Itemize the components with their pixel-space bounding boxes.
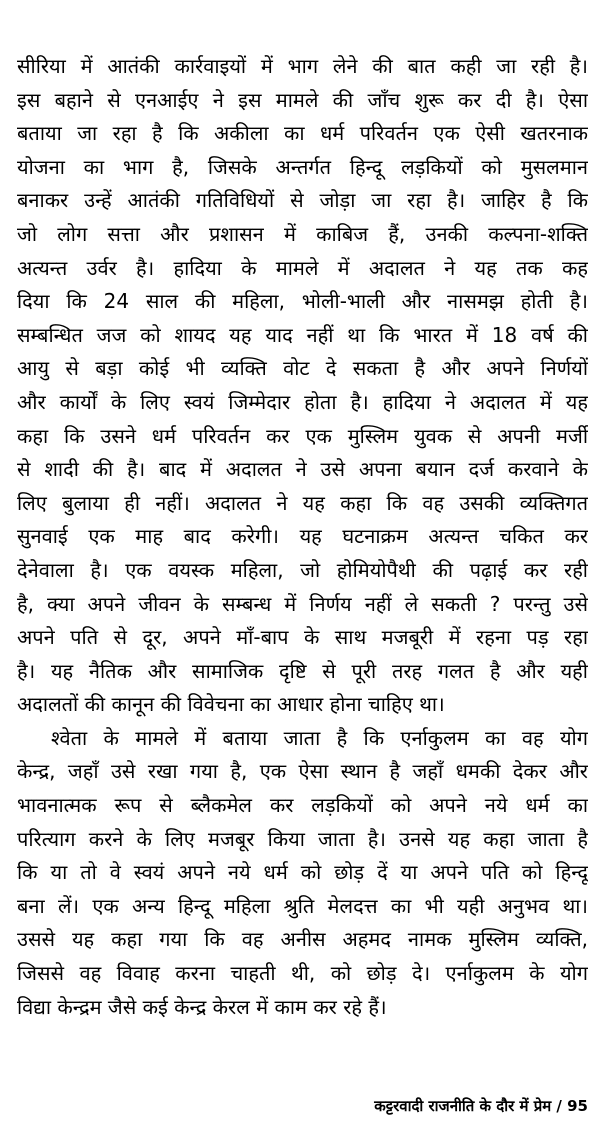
text-line: अदालतों की कानून की विवेचना का आधार होना चाहिए था। xyxy=(17,692,445,717)
text-line: भावनात्मक रूप से ब्लैकमेल कर लड़कियों को अपने नये धर्म का xyxy=(17,793,588,818)
text-line: योजना का भाग है, जिसके अन्तर्गत हिन्दू लड़कियों को मुसलमान xyxy=(17,154,588,179)
text-line: बनाकर उन्हें आतंकी गतिविधियों से जोड़ा जा रहा है। जाहिर है कि xyxy=(17,188,588,213)
text-line: जो लोग सत्ता और प्रशासन में काबिज हैं, उनकी कल्पना-शक्ति xyxy=(17,221,588,246)
text-line: और कार्यों के लिए स्वयं जिम्मेदार होता है। हादिया ने अदालत में यह xyxy=(17,389,588,414)
text-line: कि या तो वे स्वयं अपने नये धर्म को छोड़ दें या अपने पति को हिन्दू xyxy=(17,860,588,885)
text-line: सीरिया में आतंकी कार्रवाइयों में भाग लेने की बात कही जा रही है। xyxy=(17,54,588,78)
text-line: विद्या केन्द्रम जैसे कई केन्द्र केरल में काम कर रहे हैं। xyxy=(17,994,387,1019)
page-footer-running-title: कट्टरवादी राजनीति के दौर में प्रेम / 95 xyxy=(374,1097,588,1115)
text-line: दिया कि 24 साल की महिला, भोली-भाली और नासमझ होती है। xyxy=(17,289,588,314)
text-line: से शादी की है। बाद में अदालत ने उसे अपना बयान दर्ज करवाने के xyxy=(17,457,588,482)
text-line: इस बहाने से एनआईए ने इस मामले की जाँच शुरू कर दी है। ऐसा xyxy=(17,87,588,112)
paragraph-first-line: श्वेता के मामले में बताया जाता है कि एर्नाकुलम का वह योग xyxy=(51,725,588,750)
text-line: अत्यन्त उर्वर है। हादिया के मामले में अदालत ने यह तक कह xyxy=(17,255,588,280)
text-line: कहा कि उसने धर्म परिवर्तन कर एक मुस्लिम युवक से अपनी मर्जी xyxy=(17,423,588,448)
text-line: बना लें। एक अन्य हिन्दू महिला श्रुति मेलदत्त का भी यही अनुभव था। xyxy=(17,893,588,918)
text-line: लिए बुलाया ही नहीं। अदालत ने यह कहा कि वह उसकी व्यक्तिगत xyxy=(17,490,588,515)
body-text xyxy=(17,50,588,1024)
text-line: है, क्या अपने जीवन के सम्बन्ध में निर्णय नहीं ले सकती ? परन्तु उसे xyxy=(17,591,588,616)
text-line: आयु से बड़ा कोई भी व्यक्ति वोट दे सकता है और अपने निर्णयों xyxy=(17,356,588,381)
text-line: बताया जा रहा है कि अकीला का धर्म परिवर्तन एक ऐसी खतरनाक xyxy=(17,121,588,146)
text-line: अपने पति से दूर, अपने माँ-बाप के साथ मजबूरी में रहना पड़ रहा xyxy=(17,625,588,650)
text-line: देनेवाला है। एक वयस्क महिला, जो होमियोपैथी की पढ़ाई कर रही xyxy=(17,557,588,582)
text-line: केन्द्र, जहाँ उसे रखा गया है, एक ऐसा स्थान है जहाँ धमकी देकर और xyxy=(17,759,588,784)
text-line: है। यह नैतिक और सामाजिक दृष्टि से पूरी तरह गलत है और यही xyxy=(17,658,588,683)
text-line: परित्याग करने के लिए मजबूर किया जाता है। उनसे यह कहा जाता है xyxy=(17,826,588,851)
text-line: सम्बन्धित जज को शायद यह याद नहीं था कि भारत में 18 वर्ष की xyxy=(17,322,588,347)
text-line: उससे यह कहा गया कि वह अनीस अहमद नामक मुस्लिम व्यक्ति, xyxy=(17,927,588,952)
text-line: जिससे वह विवाह करना चाहती थी, को छोड़ दे। एर्नाकुलम के योग xyxy=(17,961,588,986)
text-line: सुनवाई एक माह बाद करेगी। यह घटनाक्रम अत्यन्त चकित कर xyxy=(17,524,588,549)
